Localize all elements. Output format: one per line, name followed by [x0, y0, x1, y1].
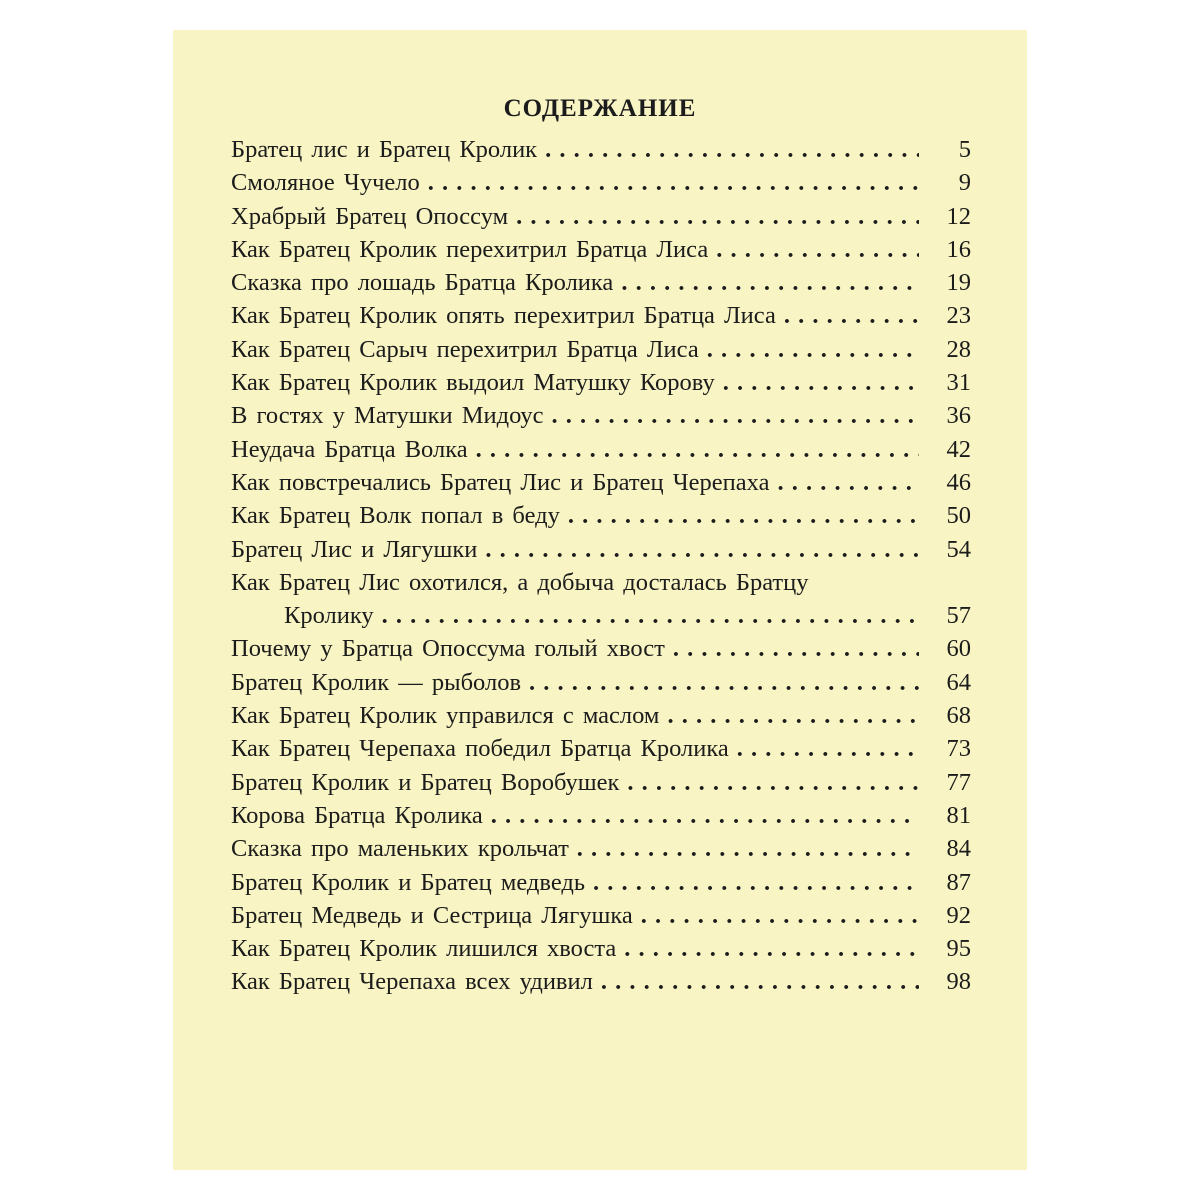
toc-page-number: 23: [946, 302, 971, 330]
dot-leader: [784, 299, 919, 332]
toc-page-number: 12: [946, 202, 971, 230]
toc-entry-title: Как Братец Кролик перехитрил Братца Лиса: [231, 235, 709, 263]
toc-entry: [231, 732, 971, 765]
toc-entry: [231, 333, 971, 366]
dot-leader: [491, 799, 919, 832]
toc-entry: [231, 866, 971, 899]
toc-page-number: 92: [946, 901, 971, 929]
toc-page-number: 46: [946, 468, 971, 496]
dot-leader: [627, 766, 919, 799]
toc-entry-title: Братец Медведь и Сестрица Лягушка: [231, 901, 633, 929]
toc-entry: [231, 233, 971, 266]
toc-page-number: 31: [946, 369, 971, 397]
dot-leader: [568, 499, 919, 532]
dot-leader: [593, 866, 919, 899]
dot-leader: [529, 666, 919, 699]
dot-leader: [716, 233, 919, 266]
toc-page-number: 19: [946, 269, 971, 297]
toc-entry: [231, 533, 971, 566]
dot-leader: [382, 599, 919, 632]
toc-entry-title: В гостях у Матушки Мидоус: [231, 402, 544, 430]
toc-entry-title: Братец Кролик и Братец Воробушек: [231, 768, 620, 796]
toc-page-number: 16: [946, 235, 971, 263]
toc-entry: [231, 566, 971, 599]
toc-page-number: 9: [958, 169, 971, 197]
toc-entry: [231, 466, 971, 499]
toc-entry-title: Как Братец Сарыч перехитрил Братца Лиса: [231, 335, 699, 363]
toc-entry-title: Как Братец Черепаха всех удивил: [231, 968, 593, 996]
toc-page-number: 84: [946, 835, 971, 863]
dot-leader: [545, 133, 919, 166]
toc-entry-title: Как Братец Лис охотился, а добыча досталась Братцу: [231, 568, 809, 596]
toc-page-number: 87: [946, 868, 971, 896]
toc-entry: [231, 433, 971, 466]
dot-leader: [737, 732, 919, 765]
toc-page-number: 64: [946, 668, 971, 696]
toc-page-number: 36: [946, 402, 971, 430]
toc-page-number: 5: [958, 136, 971, 163]
toc-page-number: 50: [946, 502, 971, 530]
dot-leader: [485, 533, 919, 566]
toc-page-number: 77: [946, 768, 971, 796]
dot-leader: [624, 932, 919, 965]
toc-entry-title: Корова Братца Кролика: [231, 801, 483, 829]
toc-entry: [231, 200, 971, 233]
toc-page-number: 60: [946, 635, 971, 663]
toc-entry: [231, 632, 971, 665]
toc-entry-title: Как повстречались Братец Лис и Братец Черепаха: [231, 468, 770, 496]
toc-page-number: 81: [946, 801, 971, 829]
toc-entry: [231, 666, 971, 699]
toc-entry: [231, 766, 971, 799]
dot-leader: [428, 166, 919, 199]
toc-entry-title: Как Братец Кролик управился с маслом: [231, 702, 660, 730]
toc-entry-title: Как Братец Волк попал в беду: [231, 502, 560, 530]
toc-entry: [231, 299, 971, 332]
toc-entry: [231, 699, 971, 732]
toc-entry-title: Храбрый Братец Опоссум: [231, 202, 509, 230]
toc-entry: [231, 832, 971, 865]
dot-leader: [476, 433, 919, 466]
toc-entry-title: Братец Кролик и Братец медведь: [231, 868, 586, 896]
toc-page-number: 98: [946, 968, 971, 996]
toc-entry: [231, 266, 971, 299]
toc-page-number: 73: [946, 735, 971, 763]
toc-entry: [231, 399, 971, 432]
dot-leader: [641, 899, 919, 932]
toc-entry-title: Братец Кролик — рыболов: [231, 668, 522, 696]
toc-page-number: 28: [946, 335, 971, 363]
toc-entry-title: Братец Лис и Лягушки: [231, 535, 478, 563]
dot-leader: [673, 632, 919, 665]
toc-entry: [231, 965, 971, 998]
book-page: [173, 30, 1027, 1170]
toc-entry-title: Братец лис и Братец Кролик: [231, 136, 538, 163]
toc-entry-title: Как Братец Кролик выдоил Матушку Корову: [231, 369, 715, 397]
toc-page-number: 95: [946, 935, 971, 963]
toc-page-number: 57: [946, 602, 971, 630]
dot-leader: [723, 366, 919, 399]
dot-leader: [601, 965, 919, 998]
dot-leader: [552, 399, 919, 432]
toc-entry-title: Смоляное Чучело: [231, 169, 420, 197]
table-of-contents: [231, 133, 971, 999]
toc-entry-title: Сказка про маленьких крольчат: [231, 835, 569, 863]
toc-entry: [231, 932, 971, 965]
toc-entry: [231, 499, 971, 532]
toc-entry: [231, 799, 971, 832]
toc-entry-title: Как Братец Кролик лишился хвоста: [231, 935, 617, 963]
toc-entry: [231, 899, 971, 932]
toc-entry: [231, 366, 971, 399]
page-title: СОДЕРЖАНИЕ: [503, 95, 697, 122]
toc-entry: [231, 166, 971, 199]
toc-page-number: 68: [946, 702, 971, 730]
dot-leader: [777, 466, 919, 499]
toc-page-number: 54: [946, 535, 971, 563]
dot-leader: [621, 266, 919, 299]
dot-leader: [707, 333, 919, 366]
toc-entry-title: Как Братец Кролик опять перехитрил Братца Лиса: [231, 302, 776, 330]
toc-entry-title: Почему у Братца Опоссума голый хвост: [231, 635, 665, 663]
dot-leader: [577, 832, 919, 865]
dot-leader: [667, 699, 919, 732]
toc-page-number: 42: [946, 435, 971, 463]
toc-entry-title: Как Братец Черепаха победил Братца Кролика: [231, 735, 729, 763]
dot-leader: [516, 200, 919, 233]
toc-entry-title: Неудача Братца Волка: [231, 435, 468, 463]
toc-entry-title: Кролику: [284, 602, 374, 630]
toc-entry: [231, 133, 971, 166]
toc-entry-continuation: [231, 599, 971, 632]
toc-entry-title: Сказка про лошадь Братца Кролика: [231, 269, 614, 297]
